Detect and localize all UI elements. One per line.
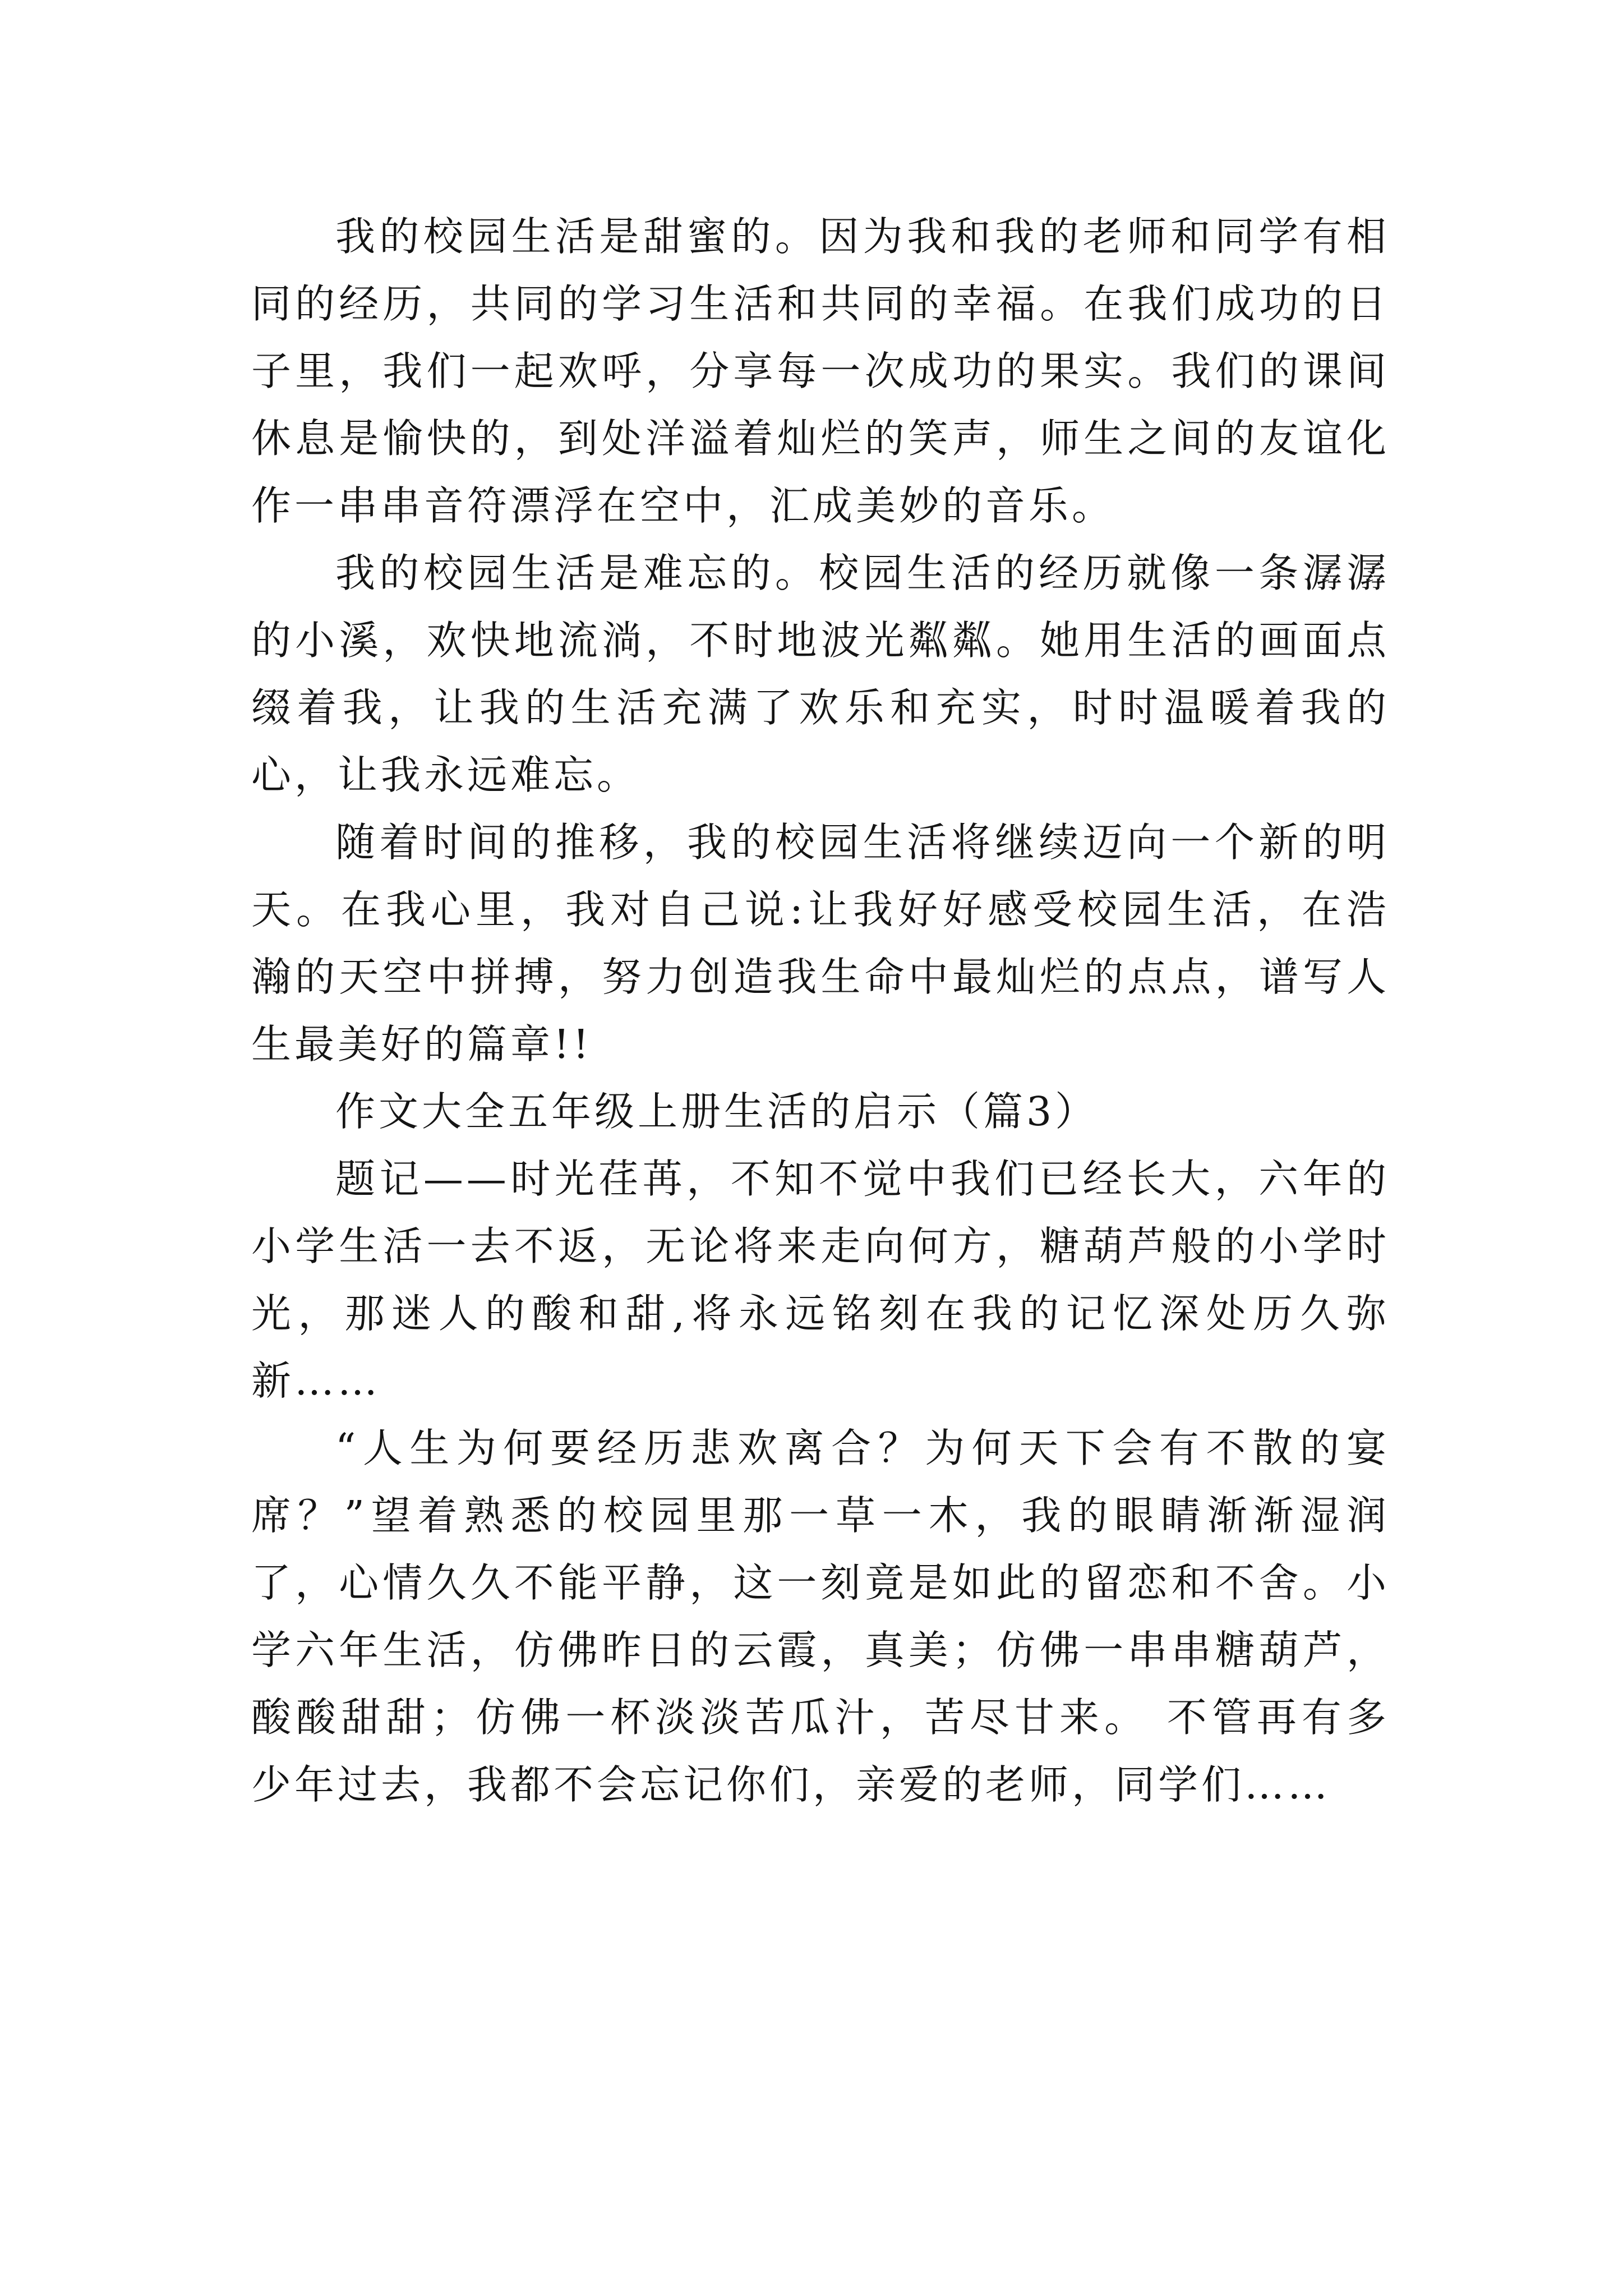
- paragraph-bright-tomorrow: 随着时间的推移，我的校园生活将继续迈向一个新的明天。在我心里，我对自己说:让我好好感受校园生活，在浩瀚的天空中拼搏，努力创造我生命中最灿烂的点点，谱写人生最美好的篇章!!: [251, 819, 1390, 1068]
- paragraph-epigraph: 题记——时光荏苒，不知不觉中我们已经长大，六年的小学生活一去不返，无论将来走向何方，糖葫芦般的小学时光，那迷人的酸和甜,将永远铭刻在我的记忆深处历久弥新……: [251, 1156, 1390, 1404]
- document-body: [251, 203, 1390, 1819]
- paragraph-unforgettable-campus-life: 我的校园生活是难忘的。校园生活的经历就像一条潺潺的小溪，欢快地流淌，不时地波光粼粼。她用生活的画面点缀着我，让我的生活充满了欢乐和充实，时时温暖着我的心，让我永远难忘。: [251, 550, 1390, 798]
- paragraph-farewell: “人生为何要经历悲欢离合？为何天下会有不散的宴席？”望着熟悉的校园里那一草一木，我的眼睛渐渐湿润了，心情久久不能平静，这一刻竟是如此的留恋和不舍。小学六年生活，仿佛昨日的云霞，真美；仿佛一串串糖葫芦，酸酸甜甜；仿佛一杯淡淡苦瓜汁，苦尽甘来。 不管再有多少年过去，我都不会忘记你们，亲爱的老师，同学们……: [251, 1425, 1390, 1808]
- section-heading: 作文大全五年级上册生活的启示（篇3）: [335, 1088, 1099, 1135]
- paragraph-sweet-campus-life: 我的校园生活是甜蜜的。因为我和我的老师和同学有相同的经历，共同的学习生活和共同的幸福。在我们成功的日子里，我们一起欢呼，分享每一次成功的果实。我们的课间休息是愉快的，到处洋溢着灿烂的笑声，师生之间的友谊化作一串串音符漂浮在空中，汇成美妙的音乐。: [251, 213, 1390, 529]
